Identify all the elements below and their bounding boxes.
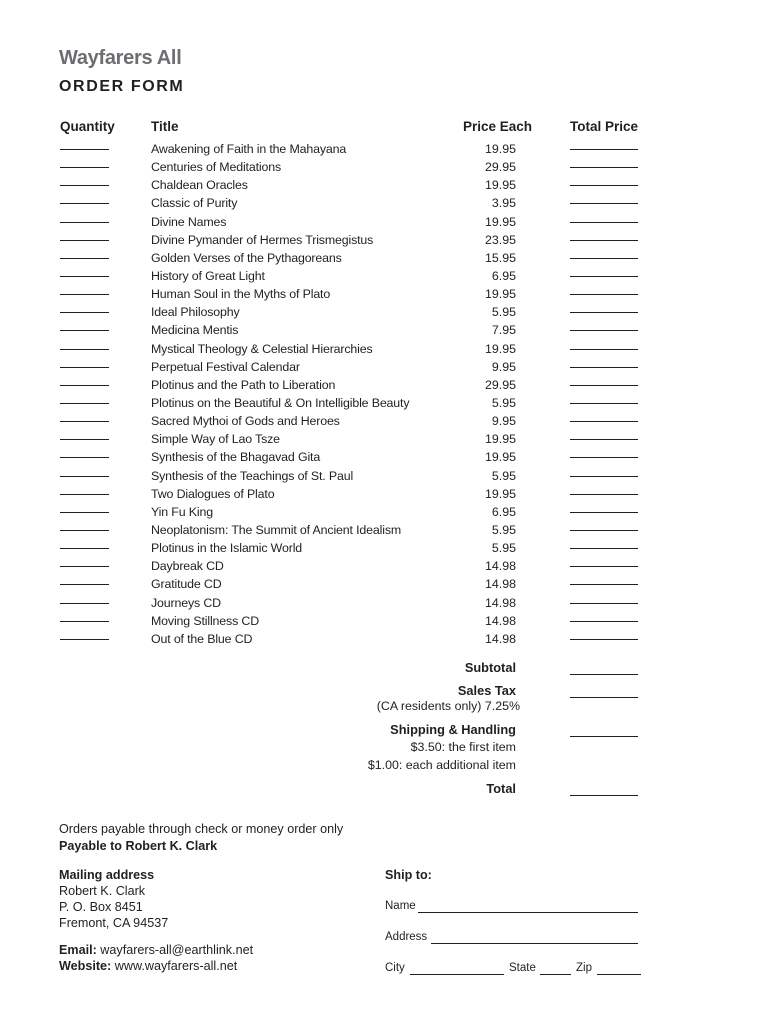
order-row [0,448,770,466]
quantity-field[interactable] [60,638,109,640]
quantity-field[interactable] [60,602,109,604]
quantity-field[interactable] [60,184,109,186]
item-title: Synthesis of the Bhagavad Gita [151,450,321,465]
form-title: ORDER FORM [59,78,185,95]
total-field[interactable] [570,794,638,796]
total-price-field[interactable] [570,166,638,168]
total-price-field[interactable] [570,529,638,531]
item-title: Plotinus in the Islamic World [151,541,303,556]
item-price: 14.98 [484,631,516,646]
quantity-field[interactable] [60,311,109,313]
email-link[interactable]: wayfarers-all@earthlink.net [100,943,254,957]
quantity-field[interactable] [60,275,109,277]
mailing-city: Fremont, CA 94537 [59,916,169,930]
item-title: History of Great Light [151,268,265,283]
order-row [0,485,770,503]
item-title: Mystical Theology & Celestial Hierarchies [151,341,373,356]
order-row [0,394,770,412]
email-label: Email: [59,943,97,957]
order-row [0,539,770,557]
item-price: 29.95 [484,160,516,175]
item-price: 7.95 [491,323,516,338]
website-link[interactable]: www.wayfarers-all.net [114,959,238,973]
order-row [0,521,770,539]
sales-tax-field[interactable] [570,696,638,698]
total-price-field[interactable] [570,493,638,495]
order-row [0,594,770,612]
item-price: 5.95 [491,395,516,410]
item-title: Moving Stillness CD [151,613,260,628]
ship-to-heading: Ship to: [385,868,432,882]
order-row [0,321,770,339]
item-price: 19.95 [484,287,516,302]
ship-city-field[interactable] [410,973,504,975]
quantity-field[interactable] [60,420,109,422]
order-row [0,267,770,285]
quantity-field[interactable] [60,456,109,458]
item-title: Classic of Purity [151,196,238,211]
quantity-field[interactable] [60,620,109,622]
item-title: Awakening of Faith in the Mahayana [151,142,347,156]
item-price: 9.95 [491,359,516,374]
order-row [0,194,770,212]
ship-address-label: Address [385,931,428,943]
item-title: Divine Names [151,214,227,229]
item-price: 19.95 [484,486,516,501]
order-row [0,340,770,358]
order-row [0,612,770,630]
item-price: 19.95 [484,341,516,356]
order-row [0,430,770,448]
item-title: Ideal Philosophy [151,305,240,320]
total-price-field[interactable] [570,239,638,241]
item-price: 19.95 [484,450,516,465]
order-row [0,158,770,176]
item-price: 14.98 [484,613,516,628]
quantity-field[interactable] [60,583,109,585]
order-row [0,557,770,575]
item-price: 5.95 [491,468,516,483]
item-price: 5.95 [491,305,516,320]
item-price: 23.95 [484,232,516,247]
total-price-field[interactable] [570,348,638,350]
total-price-field[interactable] [570,456,638,458]
quantity-field[interactable] [60,293,109,295]
order-row [0,249,770,267]
item-title: Neoplatonism: The Summit of Ancient Idealism [151,522,402,537]
sales-tax-note: (CA residents only) 7.25% [376,699,520,713]
subtotal-field[interactable] [570,673,638,675]
ship-city-label: City [385,962,405,974]
quantity-field[interactable] [60,547,109,549]
ship-name-label: Name [385,900,416,912]
quantity-field[interactable] [60,348,109,350]
order-row [0,575,770,593]
total-price-field[interactable] [570,275,638,277]
item-price: 29.95 [484,377,516,392]
ship-state-label: State [509,962,536,974]
total-price-field[interactable] [570,475,638,477]
column-header-total-price: Total Price [570,119,639,134]
shipping-field[interactable] [570,735,638,737]
item-title: Divine Pymander of Hermes Trismegistus [151,232,374,247]
total-price-field[interactable] [570,366,638,368]
shipping-note-first: $3.50: the first item [410,740,516,754]
item-title: Yin Fu King [151,504,213,519]
item-price: 6.95 [491,268,516,283]
item-price: 5.95 [491,541,516,556]
total-price-field[interactable] [570,402,638,404]
ship-zip-label: Zip [576,962,592,974]
order-row [0,303,770,321]
total-price-field[interactable] [570,620,638,622]
quantity-field[interactable] [60,366,109,368]
total-price-field[interactable] [570,257,638,259]
item-title: Simple Way of Lao Tsze [151,432,280,447]
order-row [0,231,770,249]
total-price-field[interactable] [570,221,638,223]
ship-zip-field[interactable] [597,973,641,975]
quantity-field[interactable] [60,402,109,404]
item-price: 19.95 [484,214,516,229]
ship-address-field[interactable] [431,942,638,944]
subtotal-label: Subtotal [464,660,516,675]
order-row [0,376,770,394]
item-title: Centuries of Meditations [151,160,282,175]
item-title: Journeys CD [151,595,221,610]
quantity-field[interactable] [60,239,109,241]
item-title: Plotinus and the Path to Liberation [151,377,336,392]
order-row [0,412,770,430]
item-price: 19.95 [484,432,516,447]
item-title: Medicina Mentis [151,323,239,338]
quantity-field[interactable] [60,438,109,440]
order-row [0,140,770,158]
order-row [0,630,770,648]
column-header-price-each: Price Each [462,119,532,134]
item-price: 15.95 [484,250,516,265]
ship-name-field[interactable] [418,911,638,913]
total-price-field[interactable] [570,583,638,585]
order-row [0,176,770,194]
item-title: Out of the Blue CD [151,631,253,646]
shipping-label: Shipping & Handling [390,722,516,737]
item-price: 14.98 [484,559,516,574]
column-header-title: Title [151,119,179,134]
quantity-field[interactable] [60,493,109,495]
quantity-field[interactable] [60,148,109,150]
sales-tax-label: Sales Tax [457,683,516,698]
website-label: Website: [59,959,112,973]
quantity-field[interactable] [60,529,109,531]
item-price: 14.98 [484,577,516,592]
payable-to: Payable to Robert K. Clark [59,839,218,853]
quantity-field[interactable] [60,565,109,567]
item-price: 19.95 [484,178,516,193]
total-price-field[interactable] [570,638,638,640]
item-title: Daybreak CD [151,559,224,574]
total-price-field[interactable] [570,293,638,295]
total-price-field[interactable] [570,547,638,549]
mailing-name: Robert K. Clark [59,884,146,898]
item-title: Human Soul in the Myths of Plato [151,287,331,302]
total-price-field[interactable] [570,311,638,313]
quantity-field[interactable] [60,329,109,331]
quantity-field[interactable] [60,202,109,204]
item-title: Synthesis of the Teachings of St. Paul [151,468,354,483]
quantity-field[interactable] [60,511,109,513]
quantity-field[interactable] [60,475,109,477]
website-line [59,959,237,973]
total-price-field[interactable] [570,202,638,204]
total-price-field[interactable] [570,329,638,331]
total-price-field[interactable] [570,602,638,604]
mailing-box: P. O. Box 8451 [59,900,143,914]
order-row [0,467,770,485]
order-row [0,285,770,303]
payment-note: Orders payable through check or money order only [59,822,344,836]
item-title: Gratitude CD [151,577,222,592]
quantity-field[interactable] [60,384,109,386]
item-title: Sacred Mythoi of Gods and Heroes [151,414,340,429]
item-price: 9.95 [491,414,516,429]
total-label: Total [486,781,516,796]
mailing-address-heading: Mailing address [59,868,155,882]
brand-title: Wayfarers All [59,47,182,69]
ship-state-field[interactable] [540,973,571,975]
item-title: Golden Verses of the Pythagoreans [151,250,342,265]
item-title: Two Dialogues of Plato [151,486,275,501]
item-price: 14.98 [484,595,516,610]
total-price-field[interactable] [570,438,638,440]
total-price-field[interactable] [570,511,638,513]
total-price-field[interactable] [570,384,638,386]
order-row [0,503,770,521]
total-price-field[interactable] [570,184,638,186]
quantity-field[interactable] [60,257,109,259]
quantity-field[interactable] [60,221,109,223]
item-title: Perpetual Festival Calendar [151,359,300,374]
item-title: Chaldean Oracles [151,178,248,193]
quantity-field[interactable] [60,166,109,168]
item-price: 5.95 [491,522,516,537]
item-title: Plotinus on the Beautiful & On Intelligible Beauty [151,395,410,410]
total-price-field[interactable] [570,148,638,150]
order-row [0,213,770,231]
total-price-field[interactable] [570,420,638,422]
column-header-quantity: Quantity [60,119,115,134]
order-items-list [0,140,770,648]
item-price: 19.95 [484,142,516,156]
email-line [59,943,253,957]
order-row [0,358,770,376]
item-price: 6.95 [491,504,516,519]
shipping-note-additional: $1.00: each additional item [367,758,516,772]
item-price: 3.95 [491,196,516,211]
total-price-field[interactable] [570,565,638,567]
